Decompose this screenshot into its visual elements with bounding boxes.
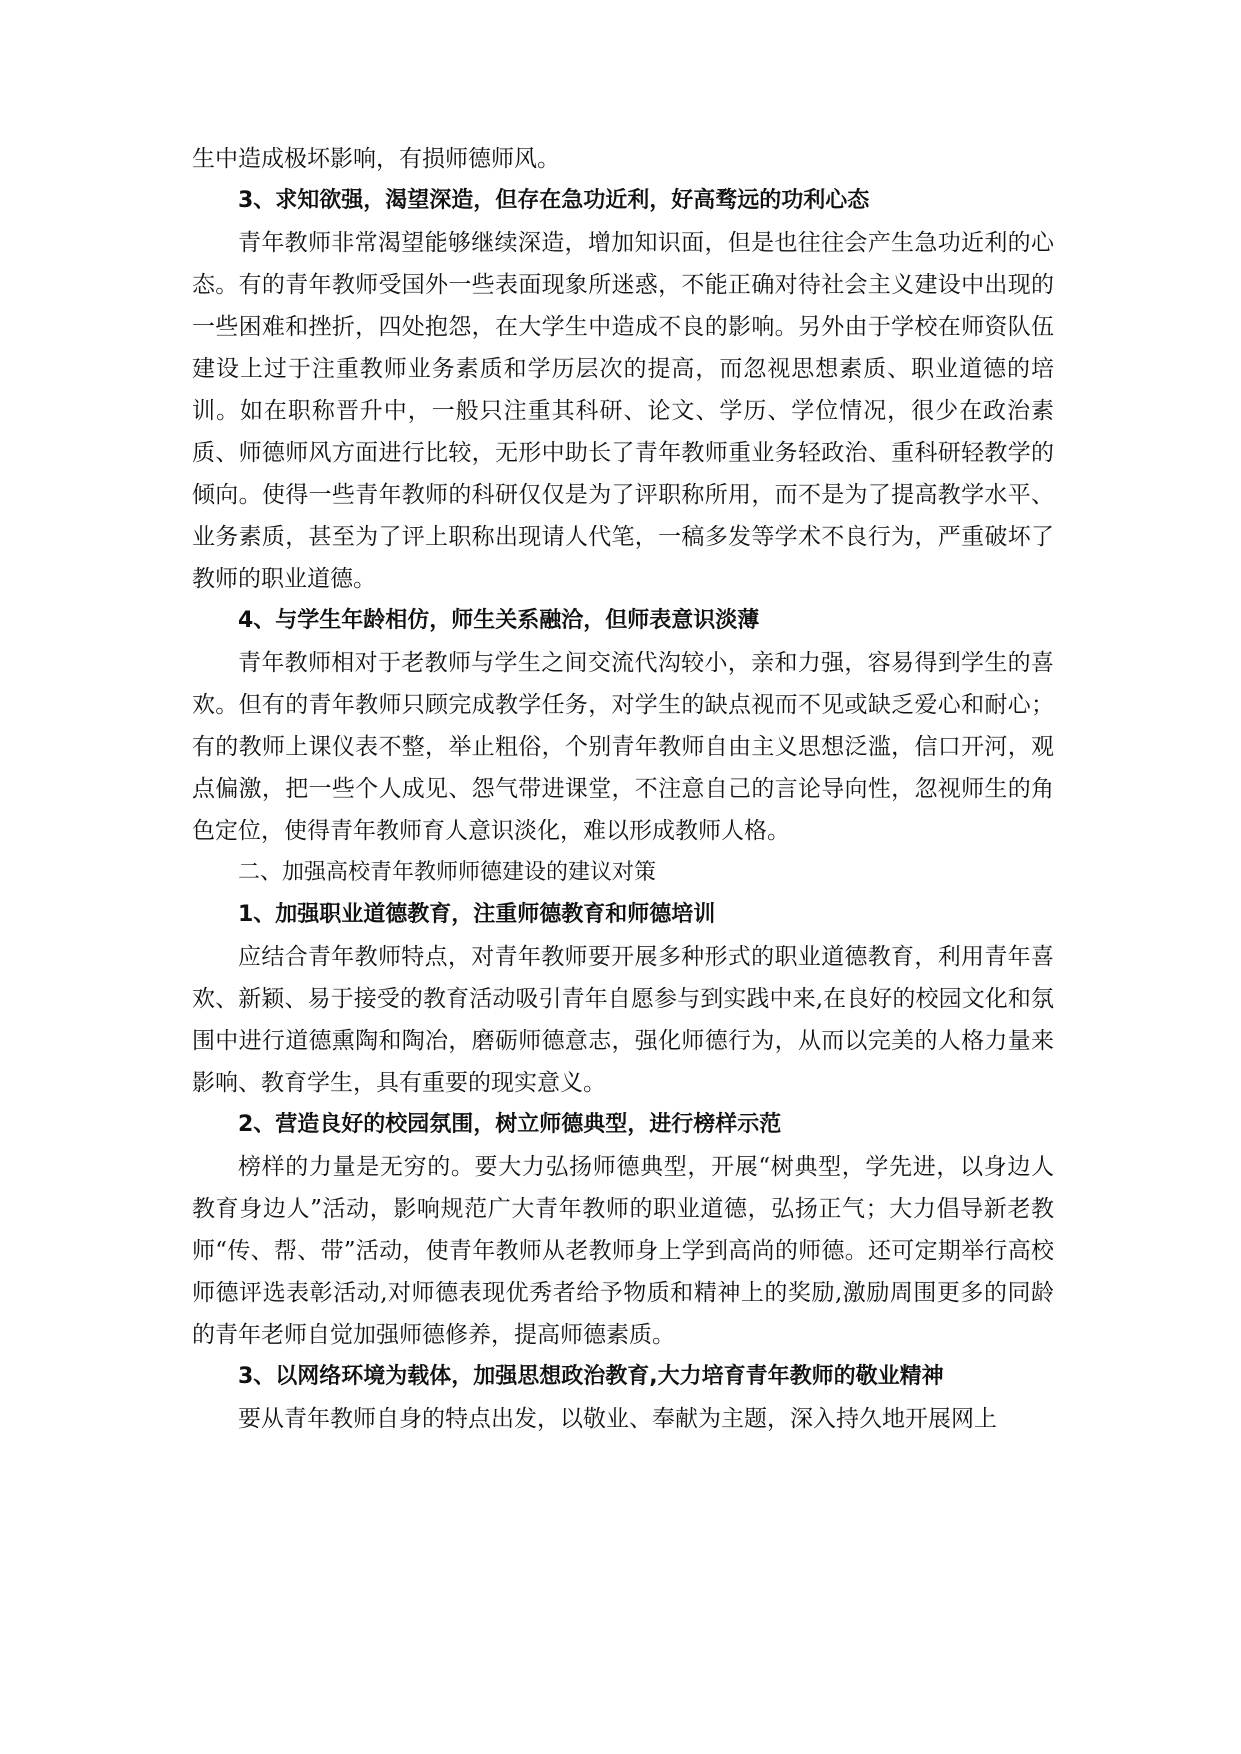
continuation-paragraph: 生中造成极坏影响，有损师德师风。 bbox=[192, 146, 560, 172]
major-heading: 二、加强高校青年教师师德建设的建议对策 bbox=[238, 860, 657, 885]
subsection-body-2: 榜样的力量是无穷的。要大力弘扬师德典型，开展“树典型，学先进，以身边人教育身边人”活动，影响规范广大青年教师的职业道德，弘扬正气；大力倡导新老教师“传、帮、带”活动，使青年教师从老教师身上学到高尚的师德。还可定期举行高校师德评选表彰活动,对师德表现优秀者给予物质和精神上的奖励,激励周围更多的同龄的青年老师自觉加强师德修养，提高师德素质。 bbox=[192, 1154, 1054, 1348]
document-page bbox=[192, 138, 1054, 1440]
subsection-body-1: 应结合青年教师特点，对青年教师要开展多种形式的职业道德教育，利用青年喜欢、新颖、易于接受的教育活动吸引青年自愿参与到实践中来,在良好的校园文化和氛围中进行道德熏陶和陶冶，磨砺师德意志，强化师德行为，从而以完美的人格力量来影响、教育学生，具有重要的现实意义。 bbox=[192, 944, 1054, 1096]
subsection-heading-3: 3、以网络环境为载体，加强思想政治教育,大力培育青年教师的敬业精神 bbox=[238, 1364, 944, 1389]
section-body-4: 青年教师相对于老教师与学生之间交流代沟较小，亲和力强，容易得到学生的喜欢。但有的青年教师只顾完成教学任务，对学生的缺点视而不见或缺乏爱心和耐心；有的教师上课仪表不整，举止粗俗，个别青年教师自由主义思想泛滥，信口开河，观点偏激，把一些个人成见、怨气带进课堂，不注意自己的言论导向性，忽视师生的角色定位，使得青年教师育人意识淡化，难以形成教师人格。 bbox=[192, 650, 1054, 844]
section-heading-3: 3、求知欲强，渴望深造，但存在急功近利，好高骛远的功利心态 bbox=[238, 188, 870, 213]
subsection-body-3: 要从青年教师自身的特点出发，以敬业、奉献为主题，深入持久地开展网上 bbox=[238, 1406, 997, 1432]
section-heading-4: 4、与学生年龄相仿，师生关系融洽，但师表意识淡薄 bbox=[238, 608, 760, 633]
subsection-heading-2: 2、营造良好的校园氛围，树立师德典型，进行榜样示范 bbox=[238, 1112, 782, 1137]
section-body-3: 青年教师非常渴望能够继续深造，增加知识面，但是也往往会产生急功近利的心态。有的青年教师受国外一些表面现象所迷惑，不能正确对待社会主义建设中出现的一些困难和挫折，四处抱怨，在大学生中造成不良的影响。另外由于学校在师资队伍建设上过于注重教师业务素质和学历层次的提高，而忽视思想素质、职业道德的培训。如在职称晋升中，一般只注重其科研、论文、学历、学位情况，很少在政治素质、师德师风方面进行比较，无形中助长了青年教师重业务轻政治、重科研轻教学的倾向。使得一些青年教师的科研仅仅是为了评职称所用，而不是为了提高教学水平、业务素质，甚至为了评上职称出现请人代笔，一稿多发等学术不良行为，严重破坏了教师的职业道德。 bbox=[192, 230, 1054, 592]
subsection-heading-1: 1、加强职业道德教育，注重师德教育和师德培训 bbox=[238, 902, 716, 927]
